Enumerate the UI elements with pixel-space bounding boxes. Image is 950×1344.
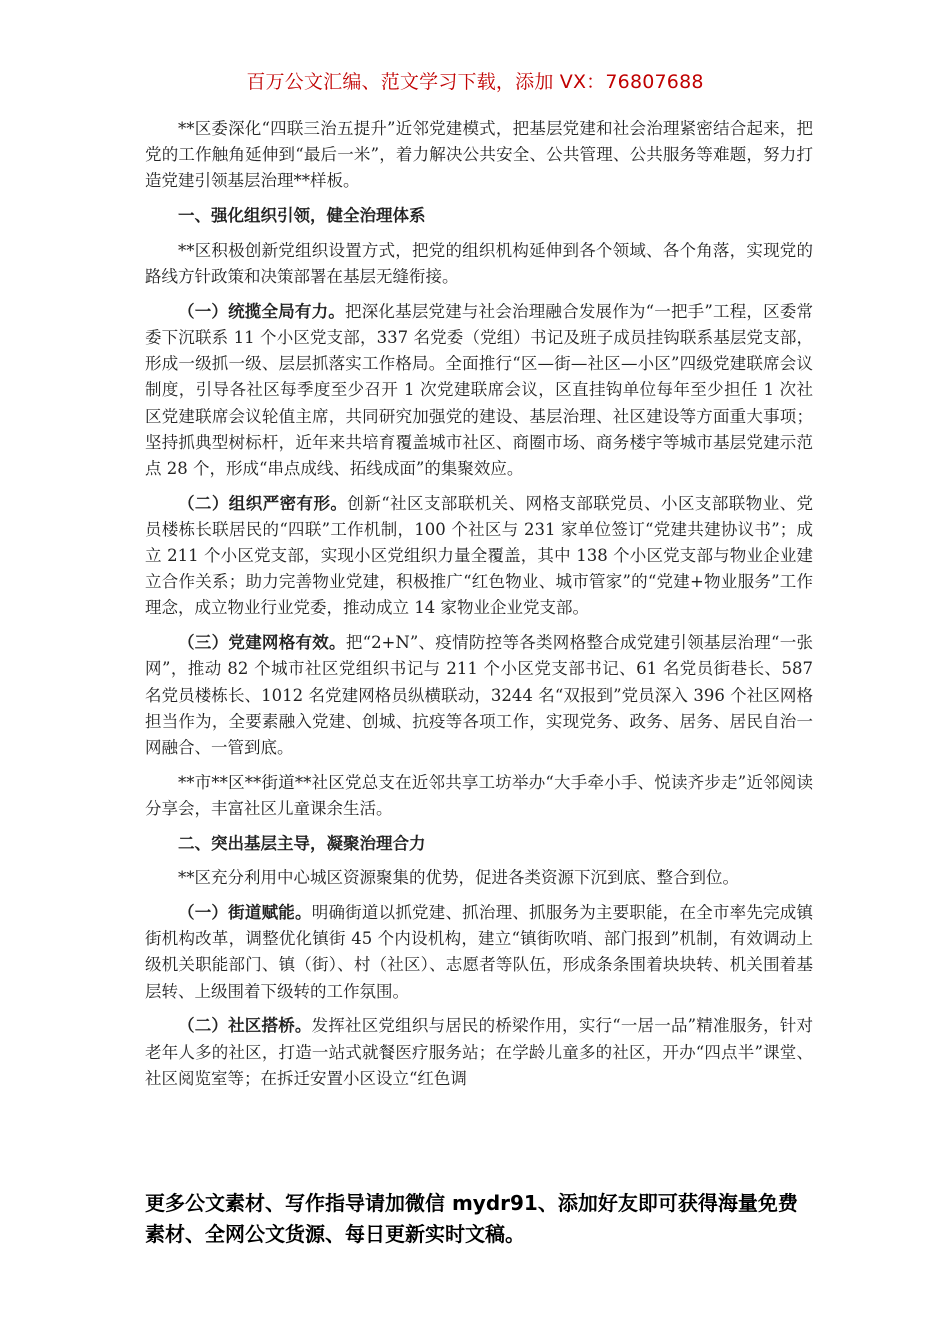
- section2-item-1-text: 明确街道以抓党建、抓治理、抓服务为主要职能，在全市率先完成镇街机构改革，调整优化镇街 45 个内设机构，建立“镇街吹哨、部门报到”机制，有效调动上级机关职能部门、镇（街）、村（社区）、志愿者等队伍，形成条条围着块块转、机关围着基层转、上级围着下级转的工作氛围。: [145, 902, 814, 1001]
- section1-item-2-text: 创新“社区支部联机关、网格支部联党员、小区支部联物业、党员楼栋长联居民的“四联”工作机制，100 个社区与 231 家单位签订“党建共建协议书”；成立 211 个小区党支部，实现小区党组织力量全覆盖，其中 138 个小区党支部与物业企业建立合作关系；助力完善物业党建，积极推广“红色物业、城市管家”的“党建+物业服务”工作理念，成立物业行业党委，推动成立 14 家物业企业党支部。: [145, 493, 814, 618]
- section2-item-2: [145, 1013, 813, 1092]
- section1-intro: **区积极创新党组织设置方式，把党的组织机构延伸到各个领域、各个角落，实现党的路线方针政策和决策部署在基层无缝衔接。: [145, 240, 813, 287]
- section1-item-2: [145, 491, 813, 622]
- section2-item-1-lead: （一）街道赋能。: [178, 902, 312, 922]
- section1-item-3: [145, 630, 813, 761]
- intro-paragraph: **区委深化“四联三治五提升”近邻党建模式，把基层党建和社会治理紧密结合起来，把党的工作触角延伸到“最后一米”，着力解决公共安全、公共管理、公共服务等难题，努力打造党建引领基层治理**样板。: [145, 119, 813, 191]
- section2-intro: **区充分利用中心城区资源聚集的优势，促进各类资源下沉到底、整合到位。: [178, 868, 739, 888]
- section2-item-2-text: 发挥社区党组织与居民的桥梁作用，实行“一居一品”精准服务，针对老年人多的社区，打造一站式就餐医疗服务站；在学龄儿童多的社区，开办“四点半”课堂、社区阅览室等；在拆迁安置小区设立“红色调: [145, 1016, 813, 1088]
- section1-item-2-lead: （二）组织严密有形。: [178, 493, 348, 513]
- section2-item-2-lead: （二）社区搭桥。: [178, 1016, 312, 1036]
- section1-item-1-text: 把深化基层党建与社会治理融合发展作为“一把手”工程，区委常委下沉联系 11 个小区党支部，337 名党委（党组）书记及班子成员挂钩联系基层党支部，形成一级抓一级、层层抓落实工作格局。全面推行“区—街—社区—小区”四级党建联席会议制度，引导各社区每季度至少召开 1 次党建联席会议，区直挂钩单位每年至少担任 1 次社区党建联席会议轮值主席，共同研究加强党的建设、基层治理、社区建设等方面重大事项；坚持抓典型树标杆，近年来共培育覆盖城市社区、商圈市场、商务楼宇等城市基层党建示范点 28 个，形成“串点成线、拓线成面”的集聚效应。: [145, 301, 814, 478]
- section1-item-3-lead: （三）党建网格有效。: [178, 633, 346, 653]
- section1-note: **市**区**街道**社区党总支在近邻共享工坊举办“大手牵小手、悦读齐步走”近邻阅读分享会，丰富社区儿童课余生活。: [145, 772, 813, 818]
- section1-item-1-lead: （一）统揽全局有力。: [178, 301, 346, 321]
- section1-heading: 一、强化组织引领，健全治理体系: [178, 206, 426, 226]
- footer-promo-note: 更多公文素材、写作指导请加微信 mydr91、添加好友即可获得海量免费素材、全网公文货源、每日更新实时文稿。: [145, 1191, 798, 1246]
- document-body: [145, 116, 813, 1100]
- section1-item-3-text: 把“2+N”、疫情防控等各类网格整合成党建引领基层治理“一张网”，推动 82 个城市社区党组织书记与 211 个小区党支部书记、61 名党员街巷长、587 名党员楼栋长、1012 名党建网格员纵横联动，3244 名“双报到”党员深入 396 个社区网格担当作为，全要素融入党建、创城、抗疫等各项工作，实现党务、政务、居务、居民自治一网融合、一管到底。: [145, 633, 813, 757]
- header-banner: 百万公文汇编、范文学习下载，添加 VX：76807688: [246, 71, 704, 93]
- section2-item-1: [145, 900, 813, 1005]
- section2-heading: 二、突出基层主导，凝聚治理合力: [178, 833, 426, 853]
- section1-item-1: [145, 299, 813, 482]
